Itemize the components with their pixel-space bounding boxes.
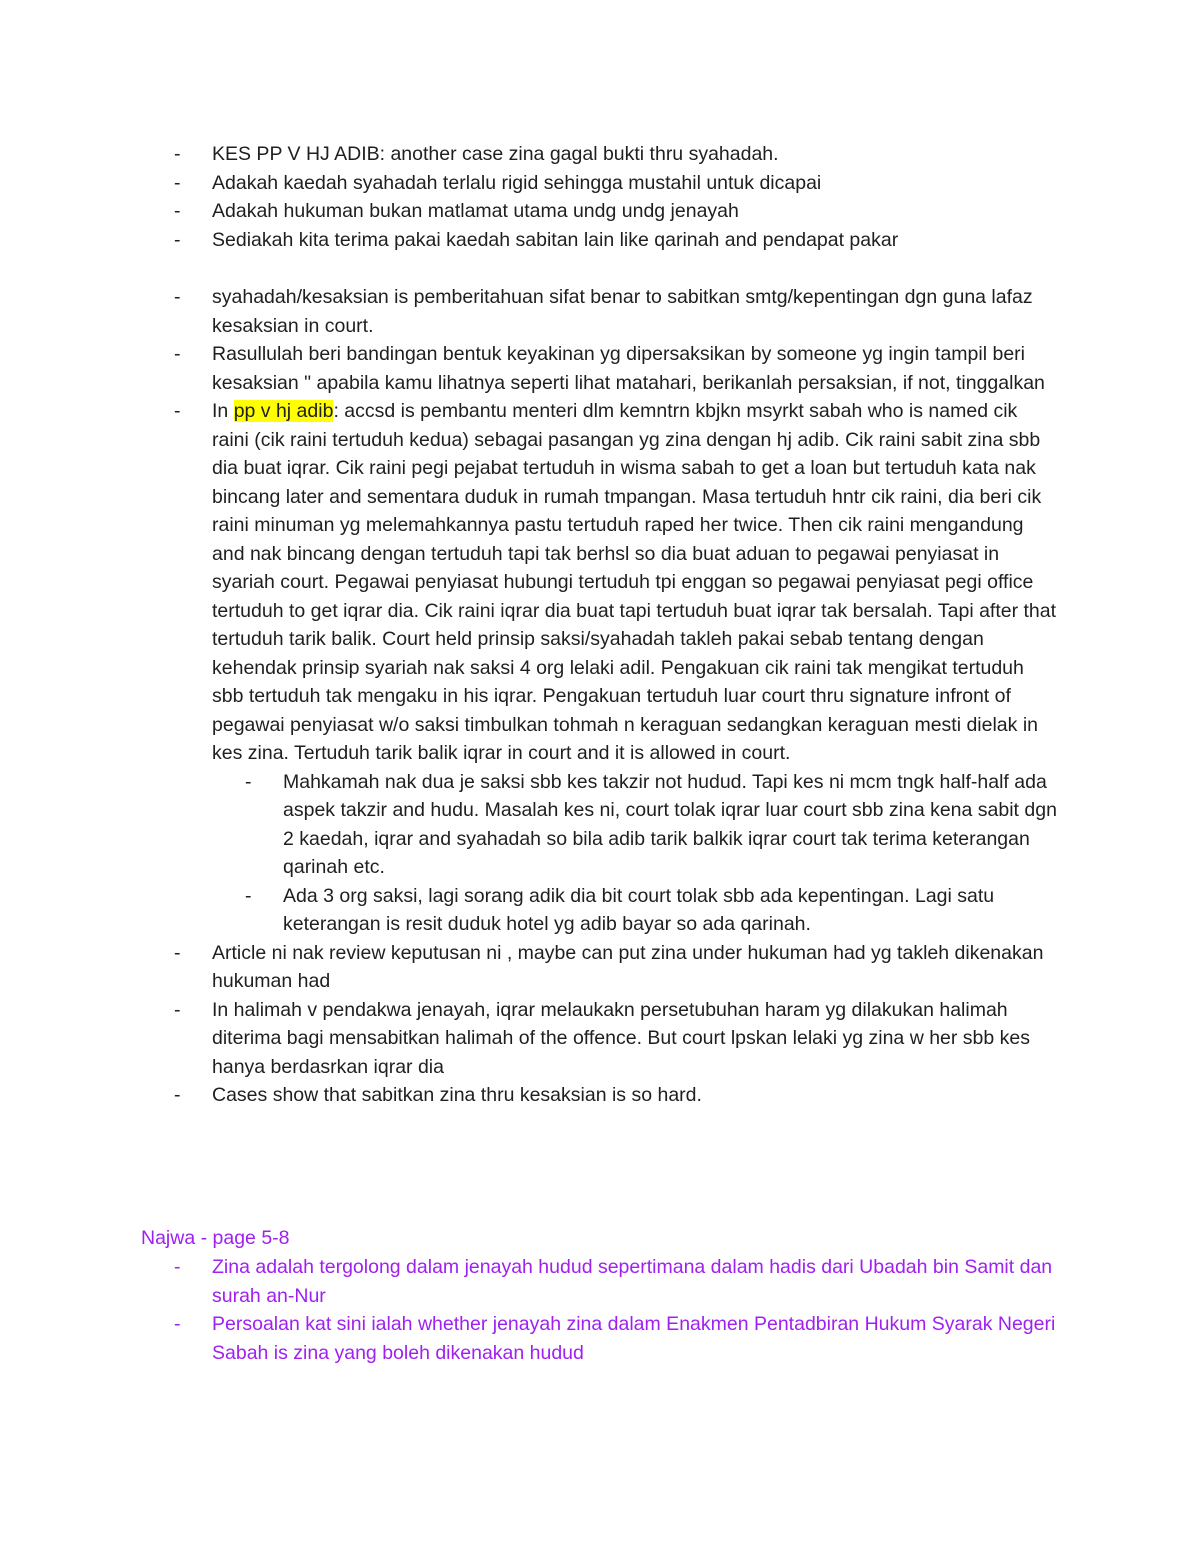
bullet-dash: - <box>174 1084 181 1106</box>
bullet-dash: - <box>174 941 181 964</box>
bullet-dash: - <box>174 343 181 365</box>
highlighted-case-name: pp v hj adib <box>233 400 334 422</box>
list-item-text: Persoalan kat sini ialah whether jenayah zina dalam Enakmen Pentadbiran Hukum Syarak Negeri Sabah is zina yang boleh dikenakan hudud <box>212 1313 1056 1364</box>
list-item <box>0 397 1058 768</box>
bullet-list-main <box>0 283 1200 1110</box>
list-item <box>0 197 1058 226</box>
list-item-text: Cases show that sabitkan zina thru kesaksian is so hard. <box>212 1084 702 1106</box>
bullet-dash: - <box>174 400 181 422</box>
sub-list-item <box>0 768 1058 882</box>
bullet-dash: - <box>174 286 181 308</box>
bullet-list-intro <box>0 140 1200 254</box>
list-item <box>0 939 1058 996</box>
bullet-dash: - <box>174 200 181 222</box>
list-item <box>0 1081 1058 1110</box>
sub-list-item-text: Ada 3 org saksi, lagi sorang adik dia bit court tolak sbb ada kepentingan. Lagi satu keterangan is resit duduk hotel yg adib bayar so ada qarinah. <box>283 884 995 935</box>
bullet-list-najwa <box>0 1253 1200 1367</box>
list-item-text: Rasullulah beri bandingan bentuk keyakinan yg dipersaksikan by someone yg ingin tampil beri kesaksian " apabila kamu lihatnya seperti lihat matahari, berikanlah persaksian, if not, tinggalkan <box>212 343 1045 394</box>
list-item-text: KES PP V HJ ADIB: another case zina gagal bukti thru syahadah. <box>212 143 779 165</box>
list-item-text: Adakah hukuman bukan matlamat utama undg undg jenayah <box>212 200 739 222</box>
bullet-dash: - <box>174 171 181 194</box>
sub-list-item <box>0 882 1058 939</box>
sub-list-item-text: Mahkamah nak dua je saksi sbb kes takzir not hudud. Tapi kes ni mcm tngk half-half ada aspek takzir and hudu. Masalah kes ni, court tolak iqrar luar court sbb zina kena sabit dgn 2 kaedah, iqrar and syahadah so bila adib tarik balkik iqrar court tak terima keterangan qarinah etc. <box>283 770 1057 878</box>
list-item-text: Article ni nak review keputusan ni , maybe can put zina under hukuman had yg takleh dikenakan hukuman had <box>212 941 1044 992</box>
list-item <box>0 169 1058 198</box>
list-item-text: Adakah kaedah syahadah terlalu rigid sehingga mustahil untuk dicapai <box>212 171 822 194</box>
bullet-dash: - <box>174 228 181 251</box>
bullet-dash: - <box>245 884 252 907</box>
list-item-text: syahadah/kesaksian is pemberitahuan sifat benar to sabitkan smtg/kepentingan dgn guna lafaz kesaksian in court. <box>212 286 1033 337</box>
section-heading-najwa: Najwa - page 5-8 <box>141 1227 290 1249</box>
list-item <box>0 340 1058 397</box>
bullet-dash: - <box>174 1313 181 1335</box>
list-item-text: In halimah v pendakwa jenayah, iqrar melaukakn persetubuhan haram yg dilakukan halimah diterima bagi mensabitkan halimah of the offence. But court lpskan lelaki yg zina w her sbb kes hanya berdasrkan iqrar dia <box>212 998 1031 1078</box>
list-item-text: Sediakah kita terima pakai kaedah sabitan lain like qarinah and pendapat pakar <box>212 228 899 251</box>
list-item <box>0 140 1058 169</box>
list-item <box>0 226 1058 255</box>
list-item-text: Zina adalah tergolong dalam jenayah hudud sepertimana dalam hadis dari Ubadah bin Samit dan surah an-Nur <box>212 1256 1053 1307</box>
list-item <box>0 1310 1058 1367</box>
list-item <box>0 1253 1058 1310</box>
list-item-text: : accsd is pembantu menteri dlm kemntrn kbjkn msyrkt sabah who is named cik raini (cik raini tertuduh kedua) sebagai pasangan yg zina dengan hj adib. Cik raini sabit zina sbb dia buat iqrar. Cik raini pegi pejabat tertuduh in wisma sabah to get a loan but tertuduh kata nak bincang later and sementara duduk in rumah tmpangan. Masa tertuduh hntr cik raini, dia beri cik raini minuman yg melemahkannya pastu tertuduh raped her twice. Then cik raini mengandung and nak bincang dengan tertuduh tapi tak berhsl so dia buat aduan to pegawai penyiasat in syariah court. Pegawai penyiasat hubungi tertuduh tpi enggan so pegawai penyiasat pegi office tertuduh to get iqrar dia. Cik raini iqrar dia buat tapi tertuduh buat iqrar tak bersalah. Tapi after that tertuduh tarik balik. Court held prinsip saksi/syahadah takleh pakai sebab tentang dengan kehendak prinsip syariah nak saksi 4 org lelaki adil. Pengakuan cik raini tak mengikat tertuduh sbb tertuduh tak mengaku in his iqrar. Pengakuan tertuduh luar court thru signature infront of pegawai penyiasat w/o saksi timbulkan tohmah n keraguan sedangkan keraguan mesti dielak in kes zina. Tertuduh tarik balik iqrar in court and it is allowed in court. <box>212 400 1057 764</box>
list-item-text-prefix: In <box>212 400 234 422</box>
bullet-dash: - <box>174 1256 181 1278</box>
bullet-dash: - <box>174 998 181 1021</box>
bullet-dash: - <box>174 143 181 165</box>
list-item <box>0 283 1058 340</box>
bullet-dash: - <box>245 770 252 793</box>
list-item <box>0 996 1058 1082</box>
